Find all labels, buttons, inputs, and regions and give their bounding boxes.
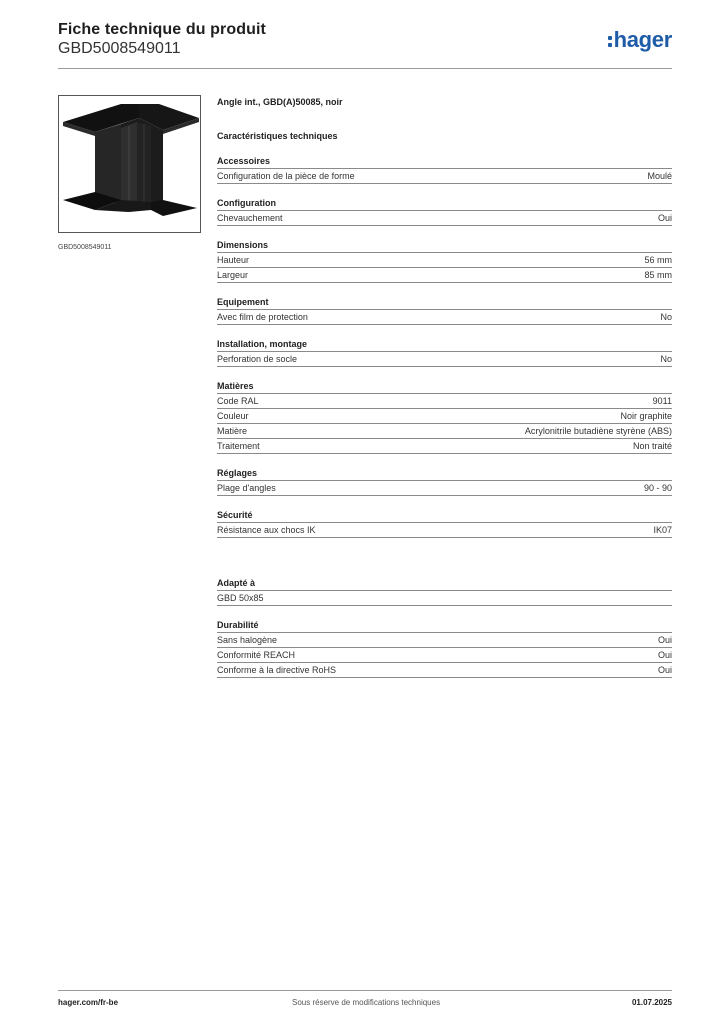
- page-header: [58, 21, 672, 69]
- spec-row: [217, 663, 672, 678]
- spec-row: [217, 394, 672, 409]
- footer-website: hager.com/fr-be: [58, 998, 119, 1007]
- product-reference: GBD5008549011: [58, 40, 181, 57]
- angle-piece-icon: [59, 96, 200, 232]
- spec-row: [217, 439, 672, 454]
- spec-row: [217, 523, 672, 538]
- spec-label: Résistance aux chocs IK: [217, 525, 316, 535]
- spec-value: Oui: [657, 650, 672, 660]
- spec-row: [217, 409, 672, 424]
- spec-row: [217, 648, 672, 663]
- spec-row: [217, 169, 672, 184]
- spec-label: GBD 50x85: [217, 593, 264, 603]
- hager-logo: [608, 27, 672, 53]
- spec-label: Couleur: [217, 411, 249, 421]
- group-title-configuration: Configuration: [217, 197, 672, 211]
- spec-label: Traitement: [217, 441, 260, 451]
- spec-row: [217, 268, 672, 283]
- durability-group: [217, 619, 672, 678]
- spec-value: Oui: [657, 213, 672, 223]
- group-title-dimensions: Dimensions: [217, 239, 672, 253]
- group-title-reglages: Réglages: [217, 467, 672, 481]
- footer-divider: [58, 990, 672, 991]
- group-title-securite: Sécurité: [217, 509, 672, 523]
- spec-value: 9011: [652, 396, 672, 406]
- spec-row: [217, 253, 672, 268]
- group-title-matieres: Matières: [217, 380, 672, 394]
- spec-label: Sans halogène: [217, 635, 278, 645]
- spec-value: IK07: [653, 525, 672, 535]
- spec-label: Code RAL: [217, 396, 259, 406]
- spec-label: Hauteur: [217, 255, 250, 265]
- spec-label: Chevauchement: [217, 213, 283, 223]
- group-title-accessoires: Accessoires: [217, 155, 672, 169]
- spec-label: Matière: [217, 426, 248, 436]
- group-title-installation: Installation, montage: [217, 338, 672, 352]
- spec-row: [217, 310, 672, 325]
- group-title-equipement: Equipement: [217, 296, 672, 310]
- page-title: Fiche technique du produit: [58, 21, 266, 38]
- image-caption: GBD5008549011: [58, 244, 112, 251]
- group-title-adapte: Adapté à: [217, 577, 672, 591]
- spec-value: Acrylonitrile butadiène styrène (ABS): [524, 426, 672, 436]
- spec-value: Oui: [657, 635, 672, 645]
- spec-label: Conformité REACH: [217, 650, 296, 660]
- product-image: [58, 95, 201, 233]
- spec-content: [217, 96, 672, 678]
- spec-label: Avec film de protection: [217, 312, 308, 322]
- footer-notice: Sous réserve de modifications techniques: [292, 998, 441, 1007]
- spec-value: No: [660, 354, 672, 364]
- spec-value: 56 mm: [644, 255, 672, 265]
- spec-value: Oui: [657, 665, 672, 675]
- spec-row: [217, 633, 672, 648]
- spec-groups: [217, 155, 672, 538]
- logo-text: hager: [613, 27, 672, 52]
- spec-label: Plage d'angles: [217, 483, 276, 493]
- spec-value: Non traité: [632, 441, 672, 451]
- spacer: [217, 538, 672, 564]
- spec-value: 90 - 90: [643, 483, 672, 493]
- group-title-durabilite: Durabilité: [217, 619, 672, 633]
- spec-label: Largeur: [217, 270, 249, 280]
- adapted-group: [217, 577, 672, 606]
- logo-dots-icon: [608, 34, 612, 48]
- spec-value: 85 mm: [644, 270, 672, 280]
- spec-label: Perforation de socle: [217, 354, 298, 364]
- spec-row: [217, 211, 672, 226]
- header-divider: [58, 68, 672, 69]
- spec-row: [217, 591, 672, 606]
- product-name: Angle int., GBD(A)50085, noir: [217, 97, 343, 107]
- spec-value: No: [660, 312, 672, 322]
- spec-row: [217, 481, 672, 496]
- spec-row: [217, 424, 672, 439]
- spec-label: Configuration de la pièce de forme: [217, 171, 355, 181]
- section-title: Caractéristiques techniques: [217, 131, 338, 141]
- footer-date: 01.07.2025: [631, 998, 672, 1007]
- spec-row: [217, 352, 672, 367]
- spec-label: Conforme à la directive RoHS: [217, 665, 337, 675]
- spec-value: Moulé: [647, 171, 672, 181]
- spec-value: Noir graphite: [620, 411, 672, 421]
